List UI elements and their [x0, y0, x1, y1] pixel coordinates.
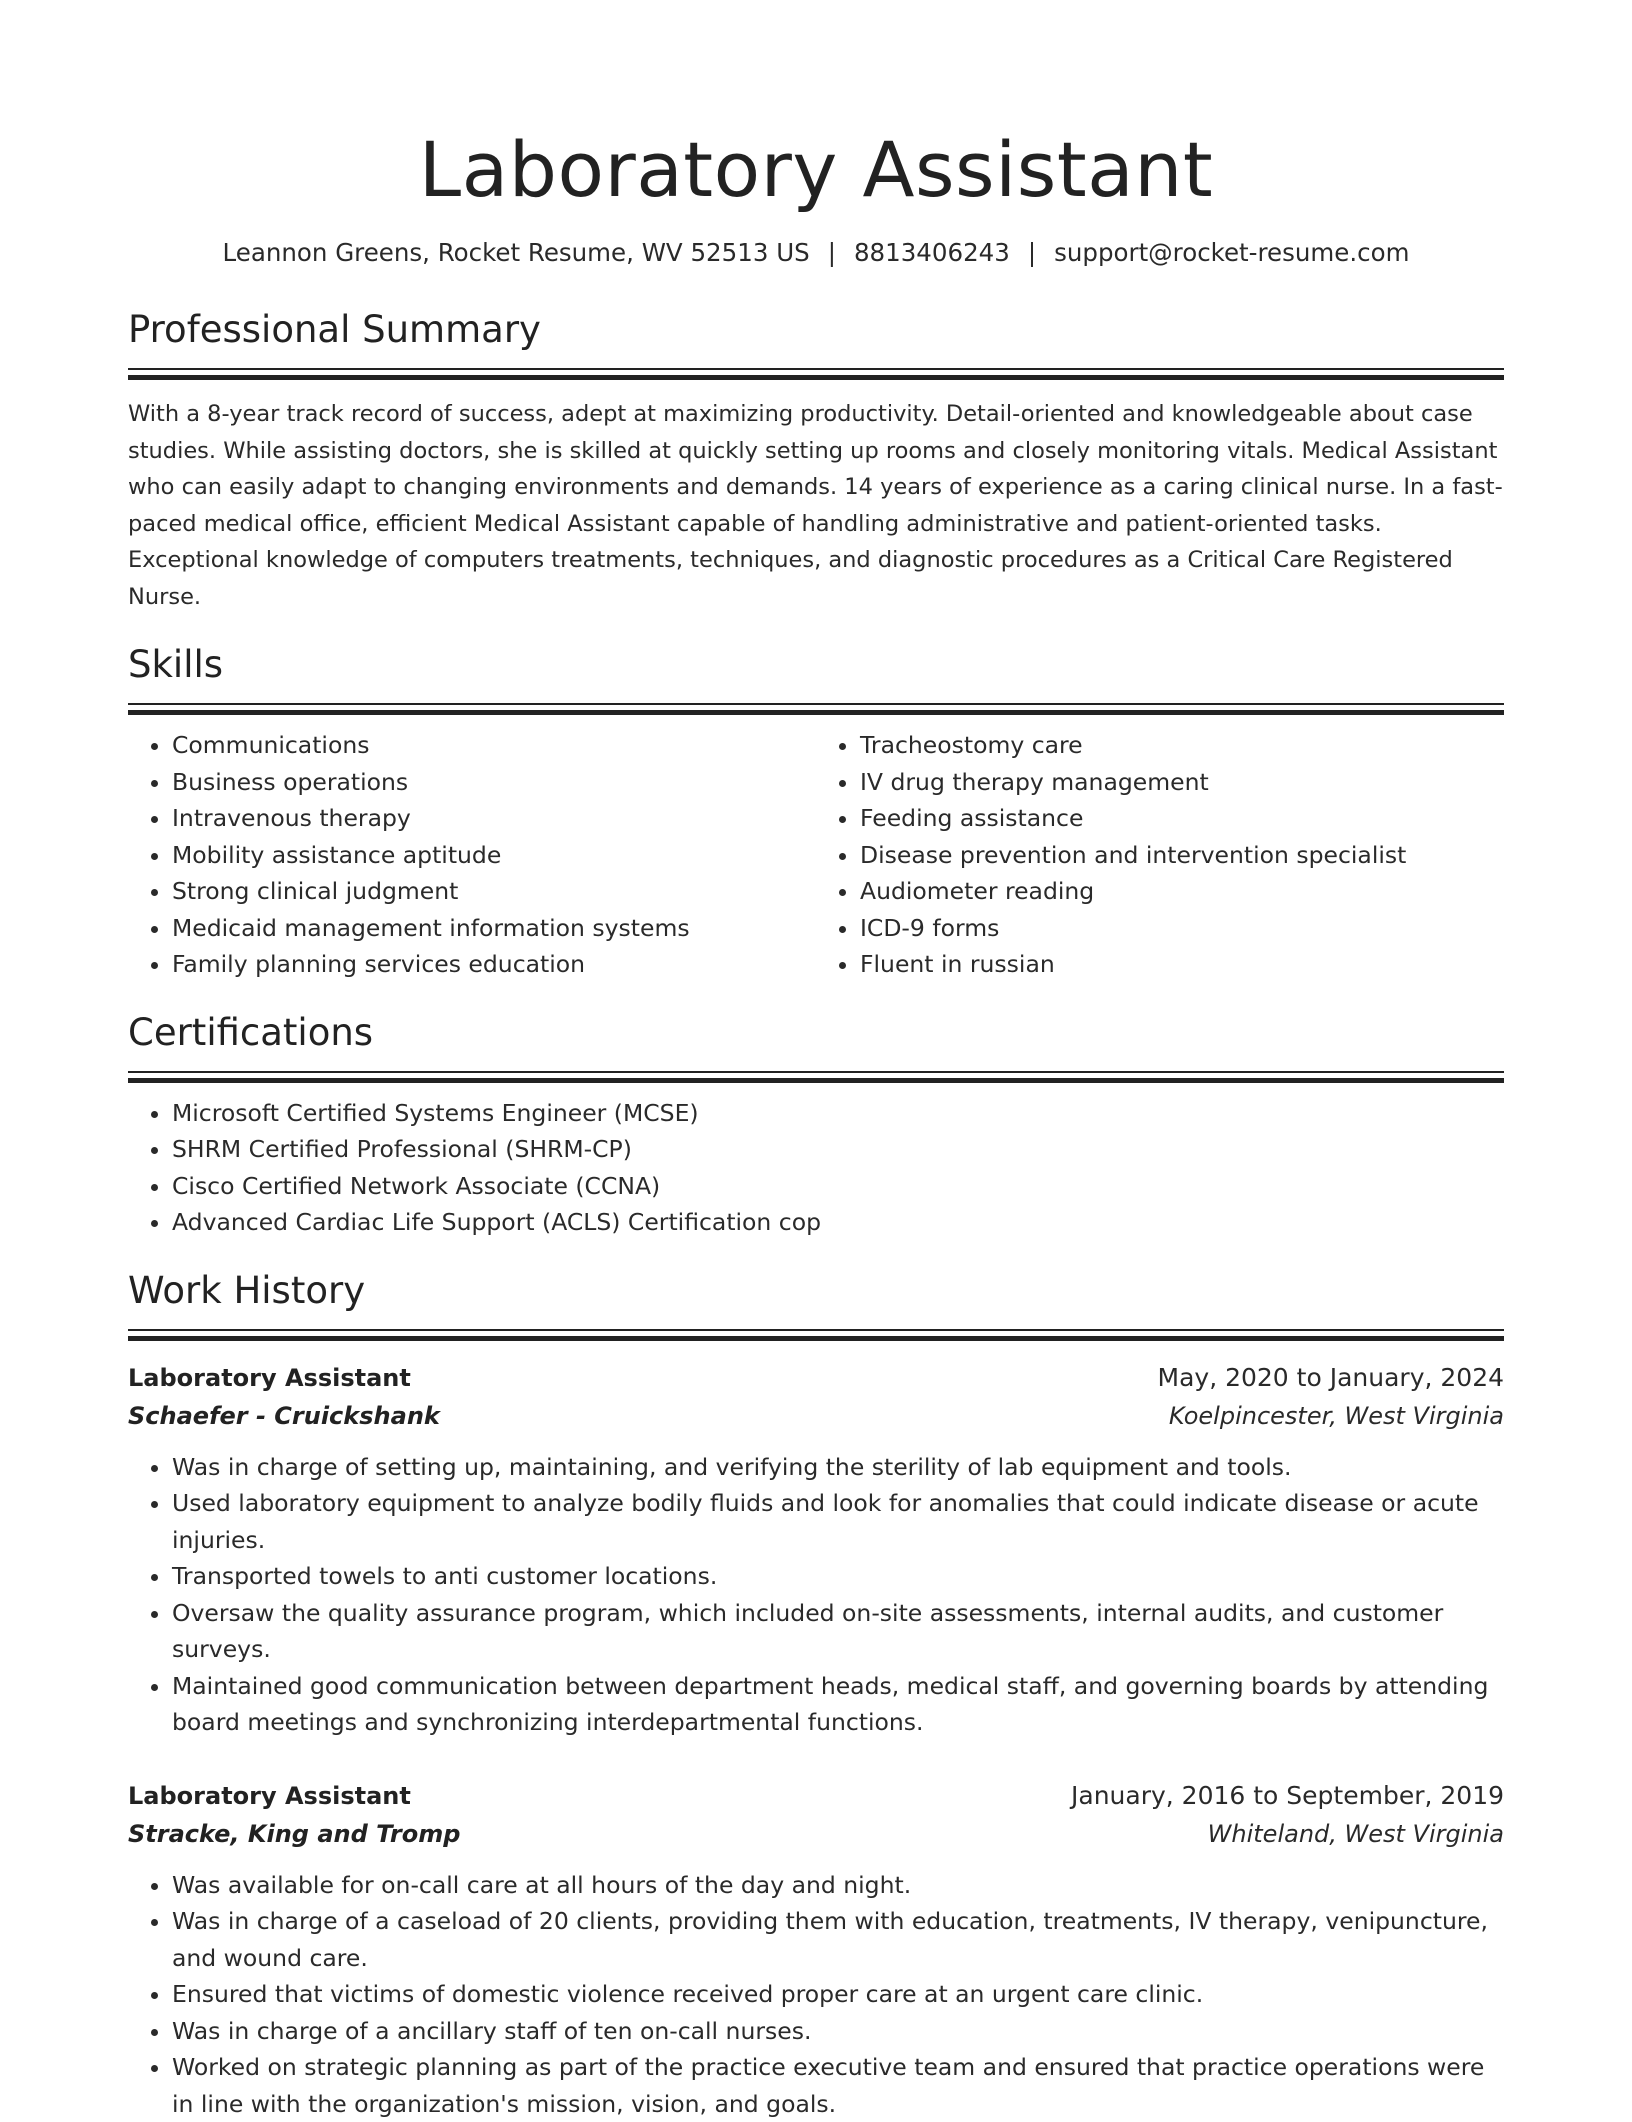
- contact-address: Leannon Greens, Rocket Resume, WV 52513 US: [223, 238, 810, 267]
- skills-columns: [128, 727, 1504, 983]
- contact-separator: |: [1028, 236, 1036, 270]
- professional-summary-section: [128, 306, 1504, 615]
- job-company-row: [128, 1815, 1504, 1853]
- certification-item: • SHRM Certified Professional (SHRM-CP): [172, 1131, 1504, 1168]
- job-header-row: [128, 1359, 1504, 1397]
- job-duty-item: • Was in charge of a caseload of 20 clients, providing them with education, treatments, IV therapy, venipuncture, and wound care.: [172, 1903, 1504, 1976]
- job-company: Stracke, King and Tromp: [128, 1815, 460, 1853]
- job-location: Koelpincester, West Virginia: [1169, 1397, 1504, 1435]
- section-divider: [128, 368, 1504, 380]
- job-entry: [128, 1777, 1504, 2122]
- job-duties-list: [128, 1867, 1504, 2122]
- skill-item: • Tracheostomy care: [860, 727, 1504, 764]
- job-duty-item: • Was in charge of setting up, maintaining, and verifying the sterility of lab equipment and tools.: [172, 1449, 1504, 1486]
- skill-item: • Audiometer reading: [860, 873, 1504, 910]
- job-duty-item: • Worked on strategic planning as part of the practice executive team and ensured that practice operations were in line with the organization's mission, vision, and goals.: [172, 2049, 1504, 2122]
- job-duty-item: • Ensured that victims of domestic violence received proper care at an urgent care clinic.: [172, 1976, 1504, 2013]
- skill-item: • Fluent in russian: [860, 946, 1504, 983]
- section-title-work-history: Work History: [128, 1267, 1504, 1315]
- skills-section: [128, 641, 1504, 983]
- certification-item: • Microsoft Certified Systems Engineer (MCSE): [172, 1095, 1504, 1132]
- section-title-skills: Skills: [128, 641, 1504, 689]
- certification-item: • Cisco Certified Network Associate (CCNA): [172, 1168, 1504, 1205]
- job-company-row: [128, 1397, 1504, 1435]
- skill-item: • Strong clinical judgment: [172, 873, 816, 910]
- contact-phone: 8813406243: [854, 238, 1010, 267]
- contact-line: [128, 236, 1504, 270]
- job-header-row: [128, 1777, 1504, 1815]
- job-duties-list: [128, 1449, 1504, 1741]
- skill-item: • Mobility assistance aptitude: [172, 837, 816, 874]
- work-history-section: [128, 1267, 1504, 2122]
- skill-item: • Intravenous therapy: [172, 800, 816, 837]
- job-title: Laboratory Assistant: [128, 1359, 411, 1397]
- job-duty-item: • Transported towels to anti customer locations.: [172, 1558, 1504, 1595]
- skill-item: • Family planning services education: [172, 946, 816, 983]
- job-location: Whiteland, West Virginia: [1208, 1815, 1504, 1853]
- job-duty-item: • Oversaw the quality assurance program, which included on-site assessments, internal audits, and customer surveys.: [172, 1595, 1504, 1668]
- skill-item: • Feeding assistance: [860, 800, 1504, 837]
- job-duty-item: • Was in charge of a ancillary staff of ten on-call nurses.: [172, 2013, 1504, 2050]
- job-duty-item: • Was available for on-call care at all hours of the day and night.: [172, 1867, 1504, 1904]
- contact-separator: |: [828, 236, 836, 270]
- job-dates: January, 2016 to September, 2019: [1071, 1777, 1504, 1815]
- skill-item: • Business operations: [172, 764, 816, 801]
- skill-item: • Communications: [172, 727, 816, 764]
- skills-list-left: [128, 727, 816, 983]
- skill-item: • Disease prevention and intervention specialist: [860, 837, 1504, 874]
- resume-name: Laboratory Assistant: [128, 0, 1504, 218]
- section-divider: [128, 1329, 1504, 1341]
- section-title-summary: Professional Summary: [128, 306, 1504, 354]
- skill-item: • ICD-9 forms: [860, 910, 1504, 947]
- job-company: Schaefer - Cruickshank: [128, 1397, 440, 1435]
- section-divider: [128, 1071, 1504, 1083]
- skill-item: • IV drug therapy management: [860, 764, 1504, 801]
- skill-item: • Medicaid management information systems: [172, 910, 816, 947]
- section-divider: [128, 703, 1504, 715]
- skills-list-right: [816, 727, 1504, 983]
- job-duty-item: • Maintained good communication between department heads, medical staff, and governing boards by attending board meetings and synchronizing interdepartmental functions.: [172, 1668, 1504, 1741]
- section-title-certifications: Certifications: [128, 1009, 1504, 1057]
- certifications-section: [128, 1009, 1504, 1241]
- certification-item: • Advanced Cardiac Life Support (ACLS) Certification cop: [172, 1204, 1504, 1241]
- summary-text: With a 8-year track record of success, adept at maximizing productivity. Detail-oriented and knowledgeable about case studies. While assisting doctors, she is skilled at quickly setting up rooms and closely monitoring vitals. Medical Assistant who can easily adapt to changing environments and demands. 14 years of experience as a caring clinical nurse. In a fast-paced medical office, efficient Medical Assistant capable of handling administrative and patient-oriented tasks. Exceptional knowledge of computers treatments, techniques, and diagnostic procedures as a Critical Care Registered Nurse.: [128, 396, 1504, 615]
- contact-email: support@rocket-resume.com: [1054, 238, 1409, 267]
- job-dates: May, 2020 to January, 2024: [1158, 1359, 1504, 1397]
- job-entry: [128, 1359, 1504, 1741]
- certifications-list: [128, 1095, 1504, 1241]
- job-title: Laboratory Assistant: [128, 1777, 411, 1815]
- job-duty-item: • Used laboratory equipment to analyze bodily fluids and look for anomalies that could indicate disease or acute injuries.: [172, 1485, 1504, 1558]
